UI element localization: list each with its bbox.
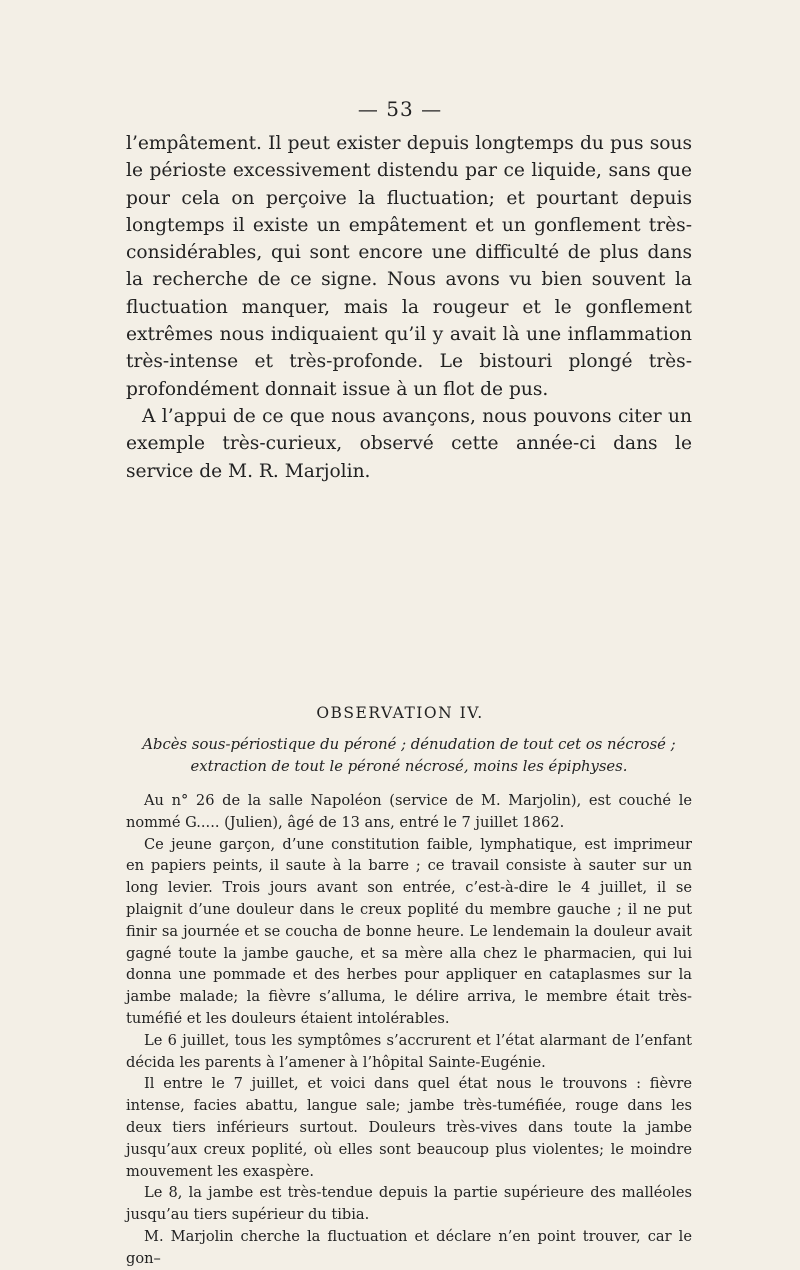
paragraph: A l’appui de ce que nous avançons, nous pouvons citer un exemple très-curieux, observé cette année-ci dans le service de M. R. Marjolin. <box>126 405 692 482</box>
observation-paragraph: Le 8, la jambe est très-tendue depuis la partie supérieure des malléoles jusqu’au tiers supérieur du tibia. <box>126 1184 692 1224</box>
observation-paragraph: M. Marjolin cherche la fluctuation et déclare n’en point trouver, car le gon– <box>126 1227 692 1267</box>
main-text-block <box>126 130 692 485</box>
observation-paragraph: Il entre le 7 juillet, et voici dans quel état nous le trouvons : fièvre intense, facies abattu, langue sale; jambe très-tuméfiée, rouge dans les deux tiers inférieurs surtout. Douleurs très-vives dans toute la jambe jusqu’aux creux poplité, où elles sont beaucoup plus violentes; le moindre mouvement les exaspère. <box>126 1075 692 1180</box>
observation-text-block <box>126 790 692 1270</box>
observation-paragraph: Ce jeune garçon, d’une constitution faible, lymphatique, est imprimeur en papiers peints, il saute à la barre ; ce travail consiste à sauter sur un long levier. Trois jours avant son entrée, c’est-à-dire le 4 juillet, il se plaignit d’une douleur dans le creux poplité du membre gauche ; il ne put finir sa journée et se coucha de bonne heure. Le lendemain la douleur avait gagné toute la jambe gauche, et sa mère alla chez le pharmacien, qui lui donna une pommade et des herbes pour appliquer en cataplasmes sur la jambe malade; la fièvre s’alluma, le délire arriva, le membre était très-tuméfié et les douleurs étaient intolérables. <box>126 835 692 1027</box>
paragraph: l’empâtement. Il peut exister depuis longtemps du pus sous le périoste excessivement distendu par ce liquide, sans que pour cela on perçoive la fluctuation; et pourtant depuis longtemps il existe un empâtement et un gonflement très-considérables, qui sont encore une difficulté de plus dans la recherche de ce signe. Nous avons vu bien souvent la fluctuation manquer, mais la rougeur et le gonflement extrêmes nous indiquaient qu’il y avait là une inflammation très-intense et très-profonde. Le bistouri plongé très-profondément donnait issue à un flot de pus. <box>126 133 692 400</box>
observation-heading: OBSERVATION IV. <box>316 704 484 722</box>
observation-paragraph: Le 6 juillet, tous les symptômes s’accrurent et l’état alarmant de l’enfant décida les parents à l’amener à l’hôpital Sainte-Eugénie. <box>126 1031 692 1071</box>
page-number: — 53 — <box>357 97 443 121</box>
observation-title: Abcès sous-périostique du péroné ; dénudation de tout cet os nécrosé ; extraction de tout le péroné nécrosé, moins les épiphyses. <box>142 736 676 775</box>
observation-paragraph: Au n° 26 de la salle Napoléon (service de M. Marjolin), est couché le nommé G..... (Julien), âgé de 13 ans, entré le 7 juillet 1862. <box>126 792 692 831</box>
